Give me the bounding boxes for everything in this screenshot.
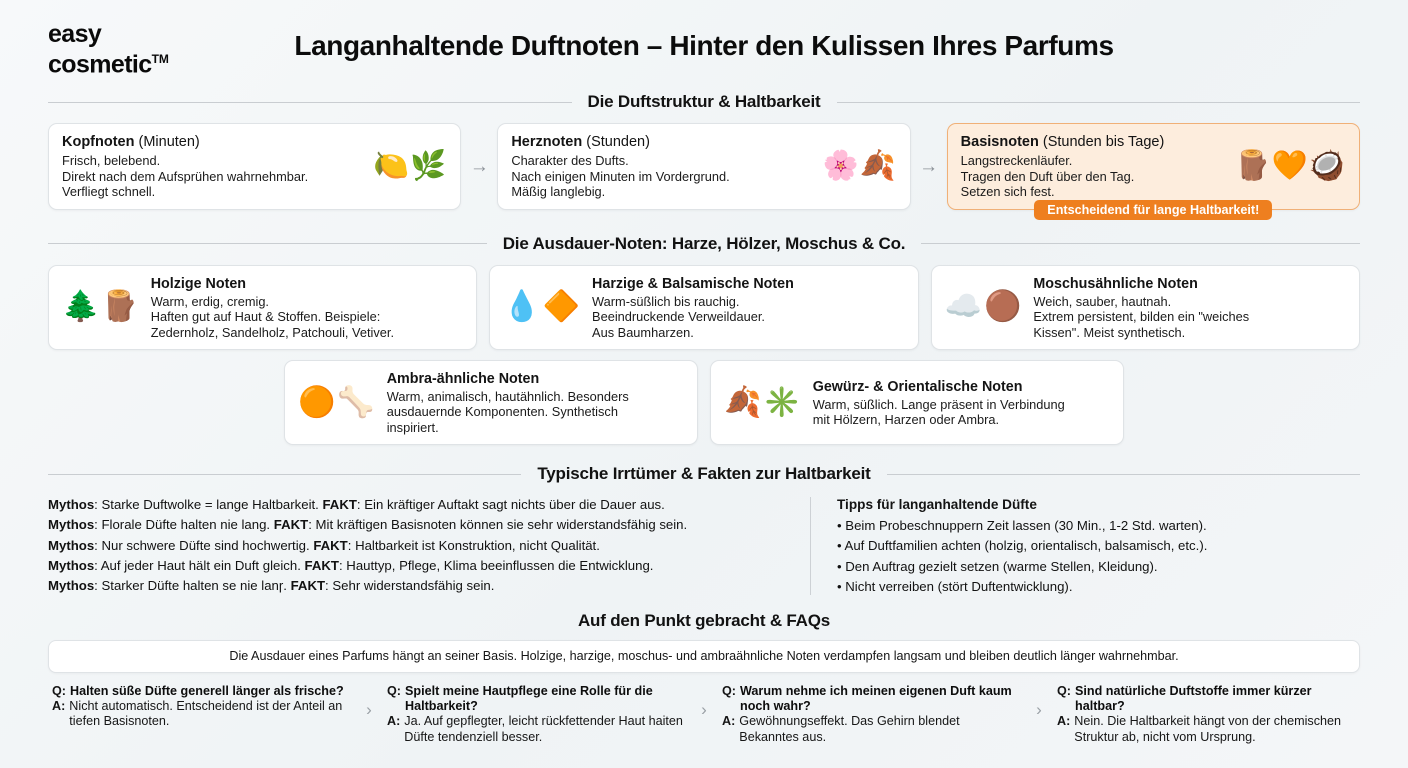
- note-cards-row-2: [48, 360, 1360, 445]
- question-tag: Q:: [387, 684, 401, 699]
- stage-basisnoten[interactable]: [947, 123, 1360, 217]
- fact-text: : Haltbarkeit ist Konstruktion, nicht Qualität.: [347, 537, 600, 553]
- faq-question: Warum nehme ich meinen eigenen Duft kaum noch wahr?: [740, 684, 1012, 714]
- stage-name: Basisnoten: [960, 134, 1039, 150]
- stage-lines: [961, 153, 1227, 200]
- faq-item-4[interactable]: [1053, 684, 1360, 745]
- brand-line-1: easy: [48, 20, 102, 48]
- note-cards-row-1: [48, 265, 1360, 350]
- faq-item-1[interactable]: [48, 684, 355, 730]
- myths-and-tips: [48, 495, 1360, 597]
- stage-lines: [511, 153, 814, 200]
- myth-line: [48, 515, 786, 535]
- note-line: ausdauernde Komponenten. Synthetisch: [386, 404, 618, 420]
- rule-left: [48, 102, 572, 103]
- myth-tag: Mythos: [48, 537, 95, 553]
- question-tag: Q:: [1057, 684, 1071, 699]
- stage-card: [48, 123, 461, 210]
- fact-tag: FAKT: [313, 537, 348, 553]
- summary-bar: Die Ausdauer eines Parfums hängt an seiner Basis. Holzige, harzige, moschus- und ambraähnliche Noten verdampfen langsam und bleiben deutlich länger wahrnehmbar.: [48, 640, 1360, 673]
- note-line: inspiriert.: [386, 419, 439, 435]
- note-line: Zedernholz, Sandelholz, Patchouli, Vetiver.: [150, 324, 395, 340]
- fact-tag: FAKT: [304, 557, 339, 573]
- arrow-icon: →: [919, 155, 939, 177]
- tip-item: • Nicht verreiben (stört Duftentwicklung).: [837, 578, 1073, 594]
- note-title: Holzige Noten: [150, 275, 247, 292]
- tip-item: • Auf Duftfamilien achten (holzig, orientalisch, balsamisch, etc.).: [837, 538, 1208, 554]
- fact-tag: FAKT: [273, 517, 309, 533]
- blossom-spice-icon: 🌸🍂: [822, 150, 897, 183]
- tip-item: • Beim Probeschnuppern Zeit lassen (30 Min., 1-2 Std. warten).: [837, 518, 1207, 534]
- section-header-myths: [48, 464, 1360, 484]
- stage-line: Verfliegt schnell.: [62, 184, 156, 200]
- wood-amber-musk-icon: 🪵🧡🥥: [1234, 150, 1346, 183]
- myths-column: [48, 495, 810, 597]
- cinnamon-anise-icon: 🍂✳️: [724, 385, 803, 419]
- myth-line: [48, 536, 786, 556]
- answer-tag: A:: [387, 714, 401, 729]
- note-line: Kissen". Meist synthetisch.: [1033, 324, 1186, 340]
- page-title: Langanhaltende Duftnoten – Hinter den Kulissen Ihres Parfums: [294, 30, 1114, 61]
- faq-question: Sind natürliche Duftstoffe immer kürzer haltbar?: [1075, 684, 1312, 714]
- note-title: Harzige & Balsamische Noten: [592, 275, 794, 292]
- note-line: Extrem persistent, bilden ein "weiches: [1033, 309, 1250, 325]
- myth-tag: Mythos: [48, 557, 95, 573]
- myth-text: : Starker Düfte halten se nie lanɼ.: [94, 578, 291, 594]
- note-description: [813, 397, 1110, 428]
- stage-duration: (Minuten): [138, 134, 200, 150]
- myth-line: [48, 576, 786, 596]
- note-card-holzige[interactable]: [48, 265, 477, 350]
- tips-title: Tipps für langanhaltende Düfte: [837, 497, 1037, 513]
- myth-tag: Mythos: [48, 497, 95, 513]
- fact-text: : Hauttyp, Pflege, Klima beeinflussen die Entwicklung.: [338, 557, 654, 573]
- faq-row: [48, 684, 1360, 745]
- fact-tag: FAKT: [290, 578, 326, 594]
- trademark-mark: TM: [151, 52, 169, 66]
- faq-answer: Ja. Auf gepflegter, leicht rückfettender Haut haiten Düfte tendenziell besser.: [404, 714, 683, 744]
- lemon-herb-icon: 🍋🌿: [373, 150, 448, 183]
- note-description: [151, 294, 464, 340]
- stage-title: [511, 133, 814, 151]
- note-description: [592, 294, 905, 340]
- section-header-endurance: [48, 234, 1360, 254]
- myth-line: [48, 556, 786, 576]
- faq-answer: Nein. Die Haltbarkeit hängt von der chemischen Struktur ab, nicht vom Ursprung.: [1074, 714, 1342, 744]
- rule-right: [921, 243, 1360, 244]
- faq-answer: Gewöhnungseffekt. Das Gehirn blendet Bekanntes aus.: [739, 714, 960, 744]
- tip-item: • Den Auftrag gezielt setzen (warme Stellen, Kleidung).: [837, 558, 1158, 574]
- note-card-moschus[interactable]: [931, 265, 1360, 350]
- note-line: Weich, sauber, hautnah.: [1033, 293, 1172, 309]
- brand-line-2: cosmetic: [48, 50, 152, 79]
- myth-text: : Starke Duftwolke = lange Haltbarkeit.: [94, 497, 323, 513]
- stage-line: Charakter des Dufts.: [511, 153, 629, 168]
- question-tag: Q:: [52, 684, 66, 699]
- fact-text: : Mit kräftigen Basisnoten können sie sehr widerstandsfähig sein.: [308, 517, 688, 533]
- note-line: Warm, animalisch, hautähnlich. Besonders: [386, 389, 629, 404]
- myth-tag: Mythos: [48, 578, 95, 594]
- faq-answer: Nicht automatisch. Entscheidend ist der Anteil an tiefen Basisnoten.: [69, 699, 343, 729]
- section-label-summary: Auf den Punkt gebracht & FAQs: [577, 611, 831, 631]
- myth-tag: Mythos: [48, 517, 95, 533]
- stage-line: Tragen den Duft über den Tag.: [960, 168, 1135, 184]
- section-label-structure: Die Duftstruktur & Haltbarkeit: [587, 92, 821, 111]
- note-line: Aus Baumharzen.: [592, 324, 694, 340]
- fragrance-stage-row: [48, 123, 1360, 217]
- stage-title: [961, 133, 1227, 151]
- myth-text: : Auf jeder Haut hält ein Duft gleich.: [94, 557, 305, 573]
- note-card-ambra[interactable]: [284, 360, 698, 445]
- stage-line: Nach einigen Minuten im Vordergrund.: [511, 168, 730, 184]
- stage-name: Herznoten: [511, 134, 583, 150]
- stage-lines: [62, 153, 365, 200]
- note-description: [387, 389, 684, 435]
- faq-item-3[interactable]: [718, 684, 1025, 745]
- section-header-structure: [48, 92, 1360, 112]
- stage-line: Frisch, belebend.: [62, 153, 161, 168]
- note-title: Gewürz- & Orientalische Noten: [812, 378, 1023, 395]
- question-tag: Q:: [722, 684, 736, 699]
- arrow-icon: →: [469, 155, 489, 177]
- faq-question: Halten süße Düfte generell länger als frische?: [70, 684, 344, 699]
- note-line: Warm-süßlich bis rauchig.: [592, 293, 740, 309]
- chevron-right-icon: ›: [366, 700, 372, 720]
- amber-animalic-icon: 🟠🦴: [298, 385, 377, 419]
- note-line: Beeindruckende Verweildauer.: [592, 309, 765, 325]
- tree-log-icon: 🌲🪵: [62, 290, 141, 324]
- section-label-endurance: Die Ausdauer-Noten: Harze, Hölzer, Moschus & Co.: [502, 233, 906, 253]
- answer-tag: A:: [1057, 714, 1071, 729]
- note-line: Warm, erdig, cremig.: [150, 293, 269, 309]
- stage-kopfnoten[interactable]: [48, 123, 461, 210]
- note-line: Warm, süßlich. Lange präsent in Verbindung: [812, 396, 1065, 412]
- stage-line: Setzen sich fest.: [960, 184, 1055, 200]
- note-line: mit Hölzern, Harzen oder Ambra.: [812, 412, 1000, 428]
- myth-line: [48, 495, 786, 515]
- note-title: Moschusähnliche Noten: [1033, 275, 1198, 292]
- rule-right: [837, 102, 1361, 103]
- note-description: [1033, 294, 1346, 340]
- section-header-summary: [48, 611, 1360, 631]
- fact-tag: FAKT: [322, 497, 357, 513]
- rule-right: [887, 474, 1360, 475]
- cloud-skin-icon: ☁️🟤: [944, 290, 1024, 324]
- rule-left: [48, 474, 521, 475]
- stage-duration: (Stunden): [586, 134, 650, 150]
- faq-question: Spielt meine Hautpflege eine Rolle für die Haltbarkeit?: [405, 684, 653, 714]
- stage-card-highlighted: [947, 123, 1360, 217]
- resin-amber-icon: 💧🔶: [503, 290, 583, 324]
- myth-text: : Florale Düfte halten nie lang.: [94, 517, 274, 533]
- note-card-gewuerz[interactable]: [710, 360, 1124, 445]
- answer-tag: A:: [52, 699, 66, 714]
- stage-herznoten[interactable]: [497, 123, 910, 210]
- note-title: Ambra-ähnliche Noten: [386, 371, 540, 387]
- tips-column: [811, 495, 1360, 597]
- fact-text: : Ein kräftiger Auftakt sagt nichts über die Dauer aus.: [356, 497, 665, 513]
- stage-line: Langstreckenläufer.: [960, 153, 1073, 168]
- page-header: [40, 0, 1368, 92]
- stage-line: Mäßig langlebig.: [511, 184, 606, 200]
- faq-item-2[interactable]: [383, 684, 690, 745]
- note-line: Haften gut auf Haut & Stoffen. Beispiele:: [150, 309, 381, 325]
- stage-duration: (Stunden bis Tage): [1042, 134, 1165, 150]
- answer-tag: A:: [722, 714, 736, 729]
- rule-left: [48, 243, 487, 244]
- stage-line: Direkt nach dem Aufsprühen wahrnehmbar.: [62, 168, 309, 184]
- myth-text: : Nur schwere Düfte sind hochwertig.: [94, 537, 314, 553]
- stage-card: [497, 123, 910, 210]
- chevron-right-icon: ›: [701, 700, 707, 720]
- section-label-myths: Typische Irrtümer & Fakten zur Haltbarkeit: [537, 464, 871, 484]
- status-badge: Entscheidend für lange Haltbarkeit!: [1034, 200, 1272, 220]
- stage-name: Kopfnoten: [62, 134, 135, 150]
- note-card-harzige[interactable]: [489, 265, 918, 350]
- stage-title: [62, 133, 365, 151]
- fact-text: : Sehr widerstandsfähig sein.: [325, 578, 495, 594]
- chevron-right-icon: ›: [1036, 700, 1042, 720]
